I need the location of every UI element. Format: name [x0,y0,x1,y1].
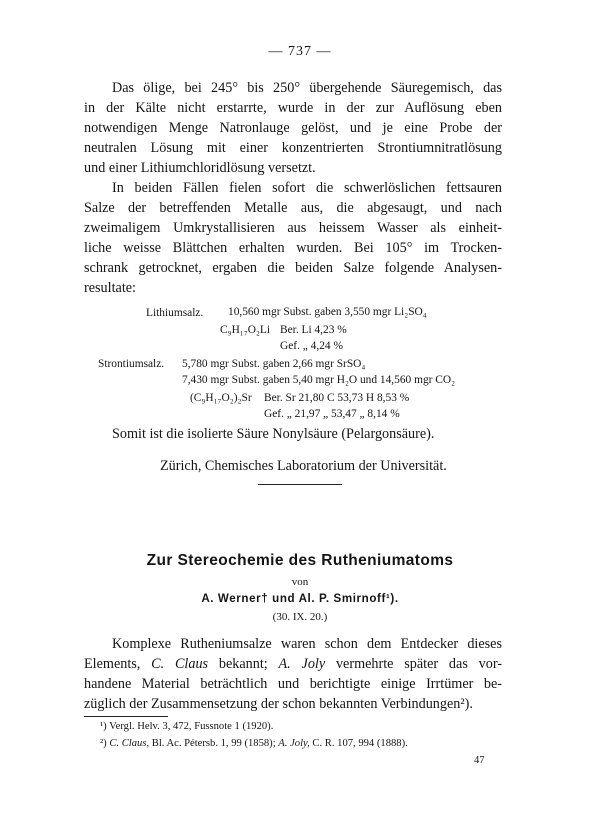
strontium-line-2: 7,430 mgr Subst. gaben 5,40 mgr H₂O und 14,560 mgr CO₂ [182,374,456,386]
strontium-found: Gef. „ 21,97 „ 53,47 „ 8,14 % [264,408,400,420]
lithium-formula: C₉H₁₇O₂Li [220,324,271,336]
author-name: C. Claus [151,656,209,672]
text-line: schrank getrocknet, ergaben die beiden Salze folgende Analysen- [84,260,502,276]
footnote-rule [84,716,168,717]
author-name: A. Joly [278,656,326,672]
text-line: handene Material beträchtlich und berichtigte einige Irrtümer be- [84,676,502,692]
text-line: Komplexe Rutheniumsalze waren schon dem Entdecker dieses [112,636,502,652]
text-fragment: ²) [100,738,110,749]
affiliation: Zürich, Chemisches Laboratorium der Universität. [160,458,447,474]
text-line: liche weisse Blättchen erhalten wurden. Bei 105° im Trocken- [84,240,502,256]
text-fragment: bekannt; [208,656,279,672]
text-line: neutralen Lösung mit einer konzentrierten Strontiumnitratlösung [84,140,502,156]
text-fragment: Bl. Ac. Pétersb. 1, 99 (1858); [149,738,279,749]
text-line: züglich der Zusammensetzung der schon bekannten Verbindungen²). [84,696,473,712]
text-fragment: vermehrte später das vor- [325,656,502,672]
text-line [84,654,502,674]
conclusion: Somit ist die isolierte Säure Nonylsäure (Pelargonsäure). [112,426,435,442]
text-line: zweimaligem Umkrystallisieren aus heissem Wasser als einheit- [84,220,502,236]
strontium-label: Strontiumsalz. [98,358,165,370]
article-von: von [291,576,309,588]
text-fragment: C. R. 107, 994 (1888). [309,738,408,749]
section-divider [258,484,342,485]
footnote-2 [100,735,500,752]
article-date: (30. IX. 20.) [272,611,328,623]
footnote-1: ¹) Vergl. Helv. 3, 472, Fussnote 1 (1920). [100,721,274,732]
text-fragment: Elements, [84,656,152,672]
lithium-line: 10,560 mgr Subst. gaben 3,550 mgr Li₂SO₄ [228,306,427,318]
paragraph-3 [84,634,502,714]
lithium-found: Gef. „ 4,24 % [280,340,343,352]
strontium-line-1: 5,780 mgr Subst. gaben 2,66 mgr SrSO₄ [182,358,366,370]
page-number: — 737 — [268,44,332,59]
lithium-calculated: Ber. Li 4,23 % [280,324,347,336]
author-name: A. Joly, [278,738,310,749]
strontium-formula: (C₉H₁₇O₂)₂Sr [190,392,252,404]
text-line: notwendigen Menge Natronlauge gelöst, und je eine Probe der [84,120,502,136]
text-line: Das ölige, bei 245° bis 250° übergehende Säuregemisch, das [112,80,502,96]
article-title: Zur Stereochemie des Rutheniumatoms [146,552,454,569]
text-line: und einer Lithiumchloridlösung versetzt. [84,160,316,176]
text-line: resultate: [84,280,136,296]
author-name: C. Claus, [109,738,150,749]
lithium-label: Lithiumsalz. [146,307,204,319]
text-line: Salze der betreffenden Metalle aus, die abgesaugt, und nach [84,200,502,216]
text-line: In beiden Fällen fielen sofort die schwerlöslichen fettsauren [112,180,502,196]
strontium-calculated: Ber. Sr 21,80 C 53,73 H 8,53 % [264,392,410,404]
article-authors: A. Werner† und Al. P. Smirnoff¹). [201,592,399,605]
signature-mark: 47 [474,755,485,766]
text-line: in der Kälte nicht erstarrte, wurde in der zur Auflösung eben [84,100,502,116]
